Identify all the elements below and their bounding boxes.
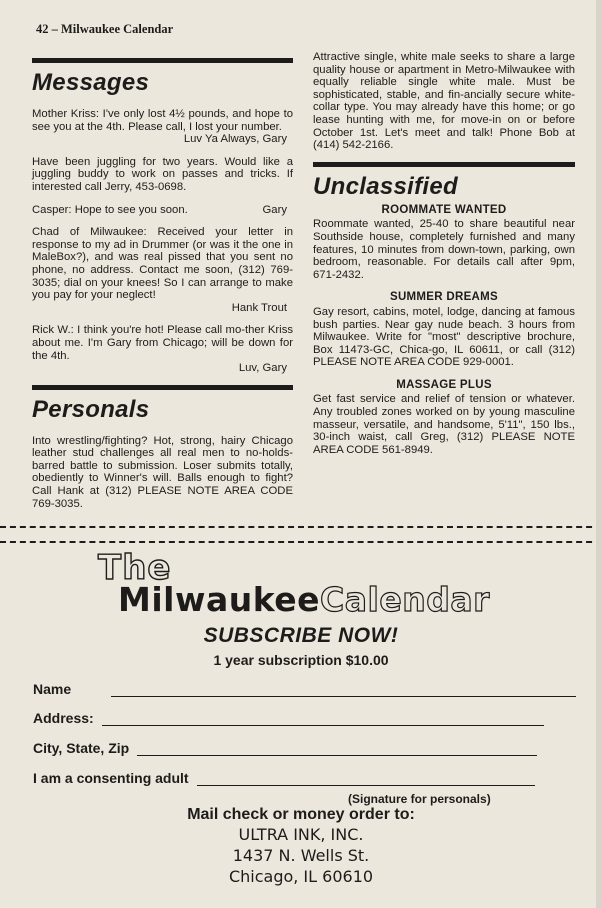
message-item (32, 324, 293, 374)
unclassified-heading: Unclassified (313, 172, 458, 200)
signature-line[interactable] (197, 773, 535, 786)
mail-address-line: Chicago, IL 60610 (228, 867, 374, 886)
message-text: Mother Kriss: I've only lost 4½ pounds, and hope to see you at the 4th. Please call, I lost your number. (32, 108, 293, 133)
personals-heading: Personals (32, 395, 150, 423)
ad-body: Gay resort, cabins, motel, lodge, dancing at famous bush parties. Near gay nude beach. 3 hours from Milwaukee. Write for "most" descriptive brochure, Box 11473-GC, Chica-go, IL 60611, or call (312) PLEASE NOTE AREA CODE 929-0001. (313, 305, 575, 369)
section-rule (32, 385, 293, 390)
subscribe-headline: SUBSCRIBE NOW! (203, 624, 399, 647)
personal-ad: Into wrestling/fighting? Hot, strong, hairy Chicago leather stud challenges all real men to no-holds-barred battle to submission. Loser submits totally, obediently to Winner's will. Balls enough to fight? Call Hank at (312) PLEASE NOTE AREA CODE 769-3035. (32, 434, 293, 510)
message-signature: Luv, Gary (238, 362, 287, 375)
message-item (32, 226, 293, 314)
page-edge (596, 0, 602, 908)
consent-field[interactable] (33, 770, 535, 786)
mail-heading: Mail check or money order to: (187, 806, 415, 823)
logo-the: The (98, 548, 172, 588)
right-column (313, 51, 575, 466)
cut-line (0, 541, 602, 543)
message-item (32, 108, 293, 146)
message-signature: Gary (262, 203, 287, 216)
message-text: Rick W.: I think you're hot! Please call mo-ther Kriss about me. I'm Gary from Chicago; will be down for the 4th. (32, 324, 293, 362)
subscription-price: 1 year subscription $10.00 (213, 652, 389, 668)
address-field[interactable] (33, 710, 544, 726)
ad-body: Get fast service and relief of tension or whatever. Any troubled zones worked on by young masculine masseur, versatile, and handsome, 5'11", 150 lbs., 30-inch waist, call Greg, (312) PLEASE NOTE AREA CODE 561-8949. (313, 393, 575, 456)
logo-wordmark (118, 580, 490, 619)
section-rule (313, 162, 575, 167)
name-label: Name (33, 681, 72, 697)
classified-ad (313, 204, 575, 282)
logo-calendar: Calendar (320, 580, 490, 619)
ad-title: MASSAGE PLUS (396, 378, 492, 391)
address-line[interactable] (102, 713, 544, 726)
message-text: Casper: Hope to see you soon. (32, 203, 188, 216)
mail-address-line: 1437 N. Wells St. (232, 846, 370, 865)
logo-milwaukee: Milwaukee (118, 580, 321, 619)
subscription-coupon (0, 548, 602, 908)
mail-address-line: ULTRA INK, INC. (238, 825, 364, 844)
ad-body: Roommate wanted, 25-40 to share beautiful near Southside house, completely furnished and many features, 10 minutes from down-town, parking, own bedroom, reasonable. For details call after 9pm, 671-2432. (313, 218, 575, 281)
section-rule (32, 58, 293, 63)
message-item (32, 156, 293, 194)
message-text: Have been juggling for two years. Would like a juggling buddy to work on passes and tricks. If interested call Jerry, 453-0698. (32, 155, 293, 193)
message-signature: Luv Ya Always, Gary (183, 133, 287, 146)
city-line[interactable] (137, 743, 537, 756)
message-signature: Hank Trout (231, 301, 287, 314)
left-column (32, 58, 293, 520)
city-field[interactable] (33, 740, 537, 756)
cut-line (0, 526, 602, 528)
signature-note: (Signature for personals) (348, 792, 491, 806)
ad-title: SUMMER DREAMS (389, 291, 499, 304)
messages-heading: Messages (32, 69, 150, 96)
classified-ad (313, 291, 575, 369)
name-line[interactable] (111, 684, 576, 697)
name-field[interactable] (33, 681, 576, 697)
message-text: Chad of Milwaukee: Received your letter in response to my ad in Drummer (or was it the one in MaleBox?), and was real pissed that you sent no phone, no address. Contact me soon, (312) 769-3035; dial on your knees! So I can arrange to make you pay for your neglect! (32, 226, 293, 302)
ad-title: ROOMMATE WANTED (381, 203, 507, 216)
message-item (32, 204, 293, 217)
consent-label: I am a consenting adult (33, 770, 189, 786)
address-label: Address: (33, 710, 94, 726)
page-header: 42 – Milwaukee Calendar (36, 22, 174, 36)
classified-ad (313, 379, 575, 457)
carryover-ad: Attractive single, white male seeks to share a large quality house or apartment in Metro-Milwaukee with equally reliable single white male. Must be sophisticated, stable, and fin-ancially secure white-collar type. You may already have this home; or go lease hunting with me, for move-in on or before October 1st. Let's meet and talk! Phone Bob at (414) 542-2166. (313, 51, 575, 152)
city-label: City, State, Zip (33, 740, 130, 756)
